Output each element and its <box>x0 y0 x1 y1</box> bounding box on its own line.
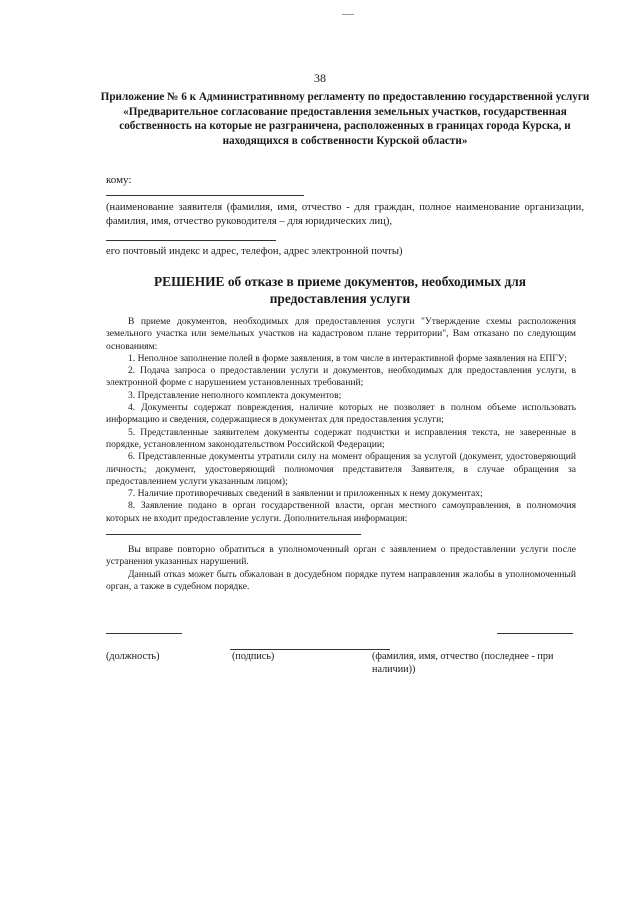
closing-paragraph: Данный отказ может быть обжалован в досудебном порядке путем направления жалобы в уполномоченный орган, а также в судебном порядке. <box>106 568 576 592</box>
reason-item: 4. Документы содержат повреждения, наличие которых не позволяет в полном объеме использовать информацию и сведения, содержащиеся в документах для предоставления услуги; <box>106 402 576 426</box>
recipient-label: кому: <box>106 174 132 186</box>
intro-paragraph: В приеме документов, необходимых для предоставления услуги "Утверждение схемы расположения земельного участка или земельных участков на кадастровом плане территории", Вам отказано по следующим основаниям: <box>106 316 576 352</box>
address-caption: его почтовый индекс и адрес, телефон, адрес электронной почты) <box>106 246 403 257</box>
reason-item: 5. Представленные заявителем документы содержат подчистки и исправления текста, не заверенные в порядке, установленном законодательством Российской Федерации; <box>106 426 576 450</box>
scan-mark <box>342 14 354 15</box>
reason-item: 3. Представление неполного комплекта документов; <box>128 389 342 401</box>
reason-item: 7. Наличие противоречивых сведений в заявлении и приложенных к нему документах; <box>128 488 483 500</box>
signature-caption: (подпись) <box>232 651 275 662</box>
reason-item: 2. Подача запроса о предоставлении услуги и документов, необходимых для предоставления услуги, в электронной форме с нарушением установленных требований; <box>106 365 576 389</box>
fullname-line <box>497 633 573 634</box>
reason-item: 1. Неполное заполнение полей в форме заявления, в том числе в интерактивной форме заявления на ЕПГУ; <box>128 352 567 364</box>
page-number: 38 <box>314 71 326 85</box>
recipient-name-line <box>106 195 304 196</box>
closing-paragraph: Вы вправе повторно обратиться в уполномоченный орган с заявлением о предоставлении услуги после устранения указанных нарушений. <box>106 544 576 568</box>
additional-info-line <box>106 534 361 535</box>
decision-title: РЕШЕНИЕ об отказе в приеме документов, необходимых для предоставления услуги <box>153 274 527 306</box>
position-line <box>106 633 182 634</box>
applicant-caption: (наименование заявителя (фамилия, имя, отчество - для граждан, полное наименование организации, фамилия, имя, отчество руководителя – для юридических лиц), <box>106 202 584 227</box>
position-caption: (должность) <box>106 651 160 662</box>
reason-item: 8. Заявление подано в орган государственной власти, орган местного самоуправления, в полномочия которых не входит предоставление услуги. Дополнительная информация: <box>106 500 576 524</box>
fullname-caption: (фамилия, имя, отчество (последнее - при наличии)) <box>372 651 554 676</box>
appendix-title: Приложение № 6 к Административному регламенту по предоставлению государственной услуги «Предварительное согласование предоставления земельных участков, государственная собственность на которые не разграничена, расположенных в границах города Курска, и находящихся в собственности Курской области» <box>100 91 590 147</box>
reason-item: 6. Представленные документы утратили силу на момент обращения за услугой (документ, удостоверяющий личность; документ, удостоверяющий полномочия представителя Заявителя, в случае обращения за предоставлением услуги указанным лицом); <box>106 451 576 487</box>
recipient-address-line <box>106 240 276 241</box>
decision-body <box>106 316 576 593</box>
